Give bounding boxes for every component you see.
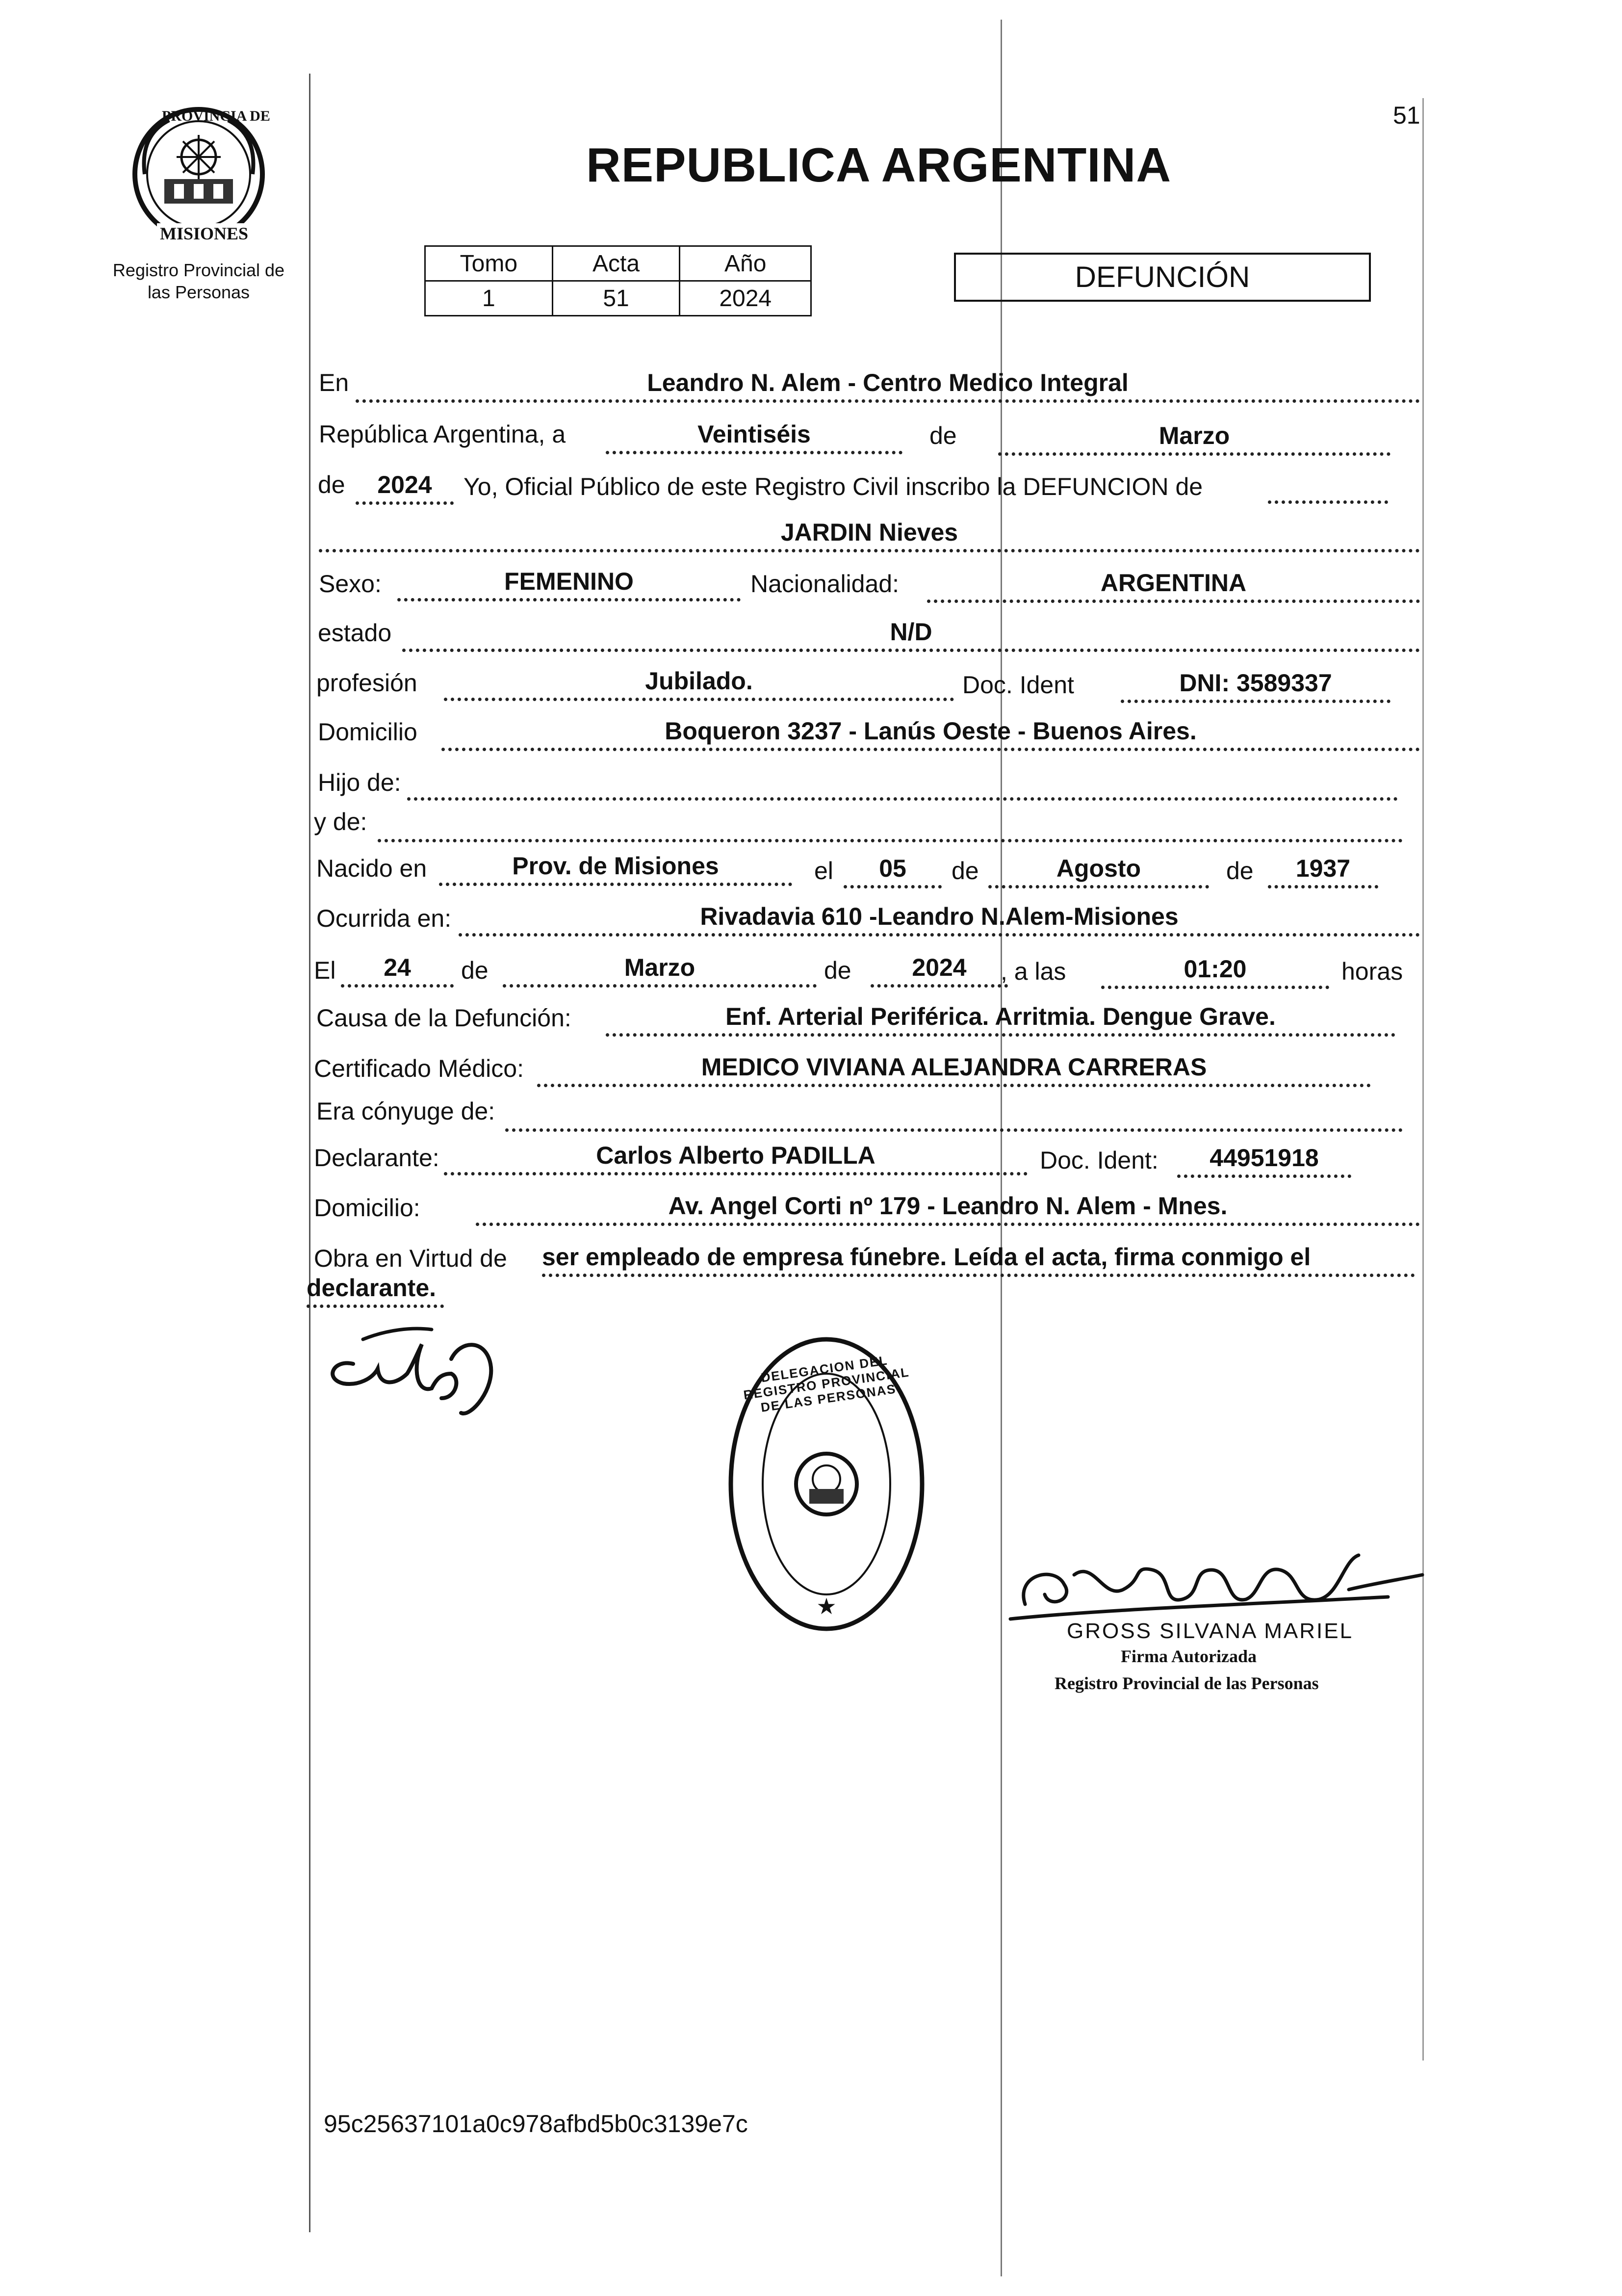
birth-day: 05 (844, 854, 942, 888)
ref-header-tomo: Tomo (425, 246, 553, 281)
official-signature (1005, 1545, 1427, 1629)
en-label: En (319, 369, 349, 396)
ref-value-tomo: 1 (425, 281, 553, 316)
horas-label: horas (1341, 958, 1403, 985)
shield-emblem-icon (130, 105, 267, 243)
hijo-label: Hijo de: (318, 769, 401, 796)
statement-trailing-line (1268, 500, 1388, 504)
year-value: 2024 (356, 470, 454, 505)
birth-year: 1937 (1268, 854, 1378, 888)
left-margin-rule (309, 74, 310, 2232)
ref-value-acta: 51 (552, 281, 680, 316)
document-type-box (954, 253, 1371, 302)
sexo-label: Sexo: (319, 570, 382, 598)
registry-name-line1: Registro Provincial de (112, 260, 285, 280)
certificado-value: MEDICO VIVIANA ALEJANDRA CARRERAS (537, 1052, 1371, 1087)
death-el-label: El (314, 957, 336, 984)
profesion-value: Jubilado. (444, 666, 954, 701)
seal-text: DELEGACION DEL REGISTRO PROVINCIAL DE LAS PERSONAS (742, 1353, 911, 1415)
nacionalidad-label: Nacionalidad: (750, 570, 899, 598)
year-prefix-label: de (318, 471, 345, 498)
causa-value: Enf. Arterial Periférica. Arritmia. Dengue Grave. (606, 1002, 1395, 1037)
nacionalidad-value: ARGENTINA (927, 568, 1420, 603)
page-number: 51 (1393, 102, 1420, 129)
doc-ident-label: Doc. Ident (962, 671, 1074, 699)
province-emblem (130, 105, 267, 243)
official-name: GROSS SILVANA MARIEL (1067, 1619, 1354, 1643)
birth-month: Agosto (988, 854, 1209, 888)
declarante-value: Carlos Alberto PADILLA (444, 1141, 1028, 1175)
obra-label: Obra en Virtud de (314, 1245, 507, 1272)
ocurrida-label: Ocurrida en: (316, 905, 452, 932)
handwritten-signature-icon (314, 1320, 525, 1428)
svg-text:★: ★ (816, 1593, 837, 1619)
ref-value-ano: 2024 (680, 281, 811, 316)
conyuge-label: Era cónyuge de: (316, 1097, 495, 1125)
emblem-top-text: PROVINCIA DE (162, 108, 270, 124)
reference-table (424, 245, 812, 316)
death-day: 24 (341, 953, 454, 988)
estado-label: estado (318, 619, 392, 647)
right-margin-rule (1422, 98, 1424, 2061)
obra-value-cont: declarante. (307, 1273, 444, 1308)
ref-header-acta: Acta (552, 246, 680, 281)
birth-de-label-1: de (952, 857, 979, 885)
conyuge-line (505, 1128, 1403, 1132)
a-las-label: , a las (1001, 958, 1066, 985)
doc-ident-value: DNI: 3589337 (1121, 668, 1390, 703)
declarant-signature (314, 1320, 525, 1428)
domicilio-label: Domicilio (318, 718, 417, 746)
declarante-doc-value: 44951918 (1177, 1143, 1351, 1178)
y-de-label: y de: (314, 808, 367, 835)
official-seal (723, 1332, 929, 1636)
y-de-line (378, 839, 1403, 842)
hijo-line (407, 797, 1398, 801)
day-value: Veintiséis (606, 419, 902, 454)
official-office: Registro Provincial de las Personas (1055, 1673, 1319, 1693)
deceased-name: JARDIN Nieves (319, 518, 1420, 552)
republica-label: República Argentina, a (319, 420, 566, 448)
declarante-doc-label: Doc. Ident: (1040, 1147, 1159, 1174)
ocurrida-value: Rivadavia 610 -Leandro N.Alem-Misiones (459, 902, 1420, 937)
declarante-label: Declarante: (314, 1144, 439, 1172)
birth-de-label-2: de (1226, 857, 1254, 885)
nacido-label: Nacido en (316, 855, 427, 882)
en-value: Leandro N. Alem - Centro Medico Integral (356, 368, 1420, 403)
death-de-label-2: de (824, 957, 851, 984)
domicilio-value: Boqueron 3237 - Lanús Oeste - Buenos Aires. (441, 716, 1420, 751)
month-value: Marzo (998, 421, 1390, 456)
certificado-label: Certificado Médico: (314, 1055, 524, 1082)
statement-text: Yo, Oficial Público de este Registro Civil inscribo la DEFUNCION de (463, 473, 1203, 500)
registry-name-line2: las Personas (147, 282, 250, 302)
sexo-value: FEMENINO (397, 567, 741, 601)
declarante-domicilio-label: Domicilio: (314, 1194, 420, 1222)
estado-value: N/D (402, 617, 1420, 652)
death-de-label-1: de (461, 957, 489, 984)
death-month: Marzo (503, 953, 817, 988)
document-type: DEFUNCIÓN (1075, 261, 1250, 293)
nacido-value: Prov. de Misiones (439, 851, 792, 886)
country-title: REPUBLICA ARGENTINA (586, 138, 1172, 192)
document-hash: 95c25637101a0c978afbd5b0c3139e7c (324, 2110, 748, 2138)
causa-label: Causa de la Defunción: (316, 1004, 571, 1032)
date-de-label: de (929, 422, 957, 449)
birth-el-label: el (814, 857, 833, 885)
official-title: Firma Autorizada (1121, 1646, 1257, 1666)
profesion-label: profesión (316, 669, 417, 697)
obra-value: ser empleado de empresa fúnebre. Leída el acta, firma conmigo el (542, 1242, 1415, 1277)
declarante-domicilio-value: Av. Angel Corti nº 179 - Leandro N. Alem - Mnes. (476, 1191, 1420, 1226)
death-time: 01:20 (1101, 954, 1329, 989)
emblem-bottom-text: MISIONES (157, 223, 251, 244)
death-year: 2024 (871, 953, 1008, 988)
ref-header-ano: Año (680, 246, 811, 281)
official-handwritten-signature-icon (1005, 1545, 1427, 1629)
